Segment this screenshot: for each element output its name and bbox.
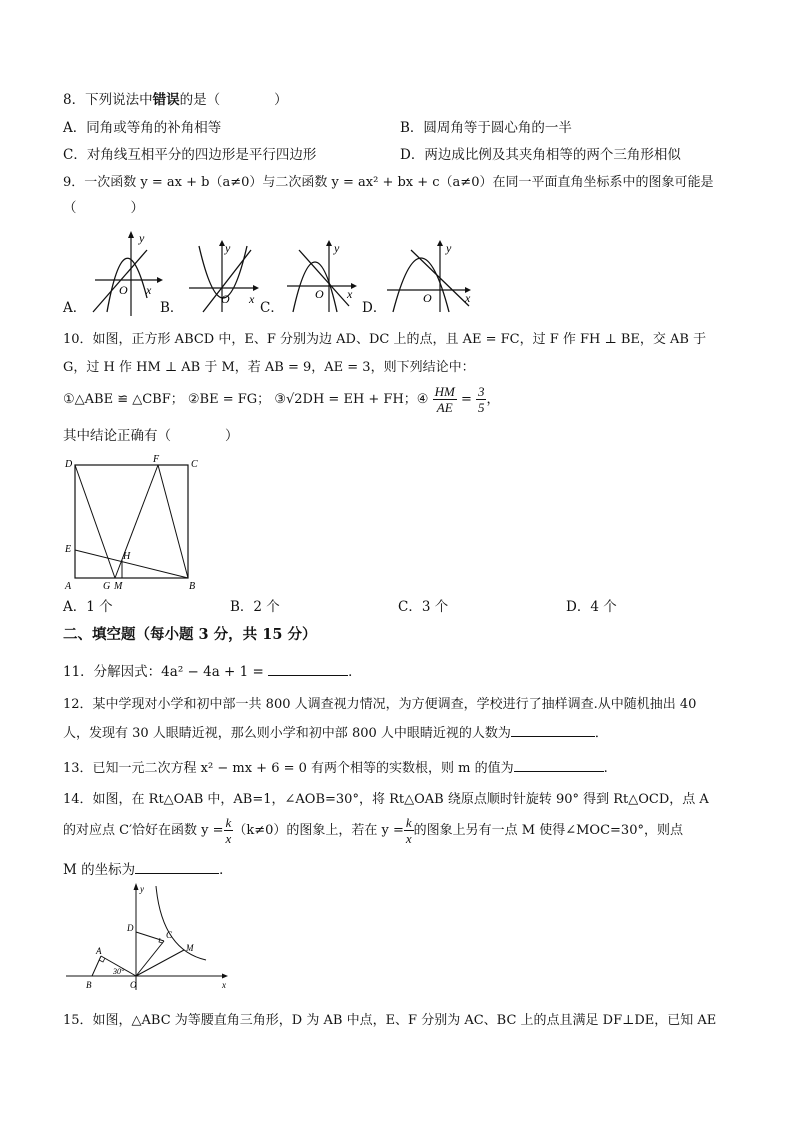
svg-text:A: A xyxy=(65,581,72,592)
svg-text:x: x xyxy=(465,291,471,305)
svg-text:x: x xyxy=(146,283,152,297)
svg-text:O: O xyxy=(119,283,128,297)
svg-text:x: x xyxy=(347,287,353,301)
q12-answer-blank[interactable] xyxy=(511,722,595,737)
q10-stem-line1: 10．如图，正方形 ABCD 中，E、F 分别为边 AD、DC 上的点，且 AE = FC，过 F 作 FH ⊥ BE，交 AB 于 xyxy=(63,332,707,347)
svg-text:B: B xyxy=(189,581,196,592)
section-heading: 二、填空题（每小题 3 分，共 15 分） xyxy=(63,626,317,643)
q10-conclusion-1: ①△ABE ≌ △CBF； xyxy=(63,392,184,407)
q10-conclusion-3: ③√2DH = EH + FH；④ xyxy=(274,392,429,407)
svg-text:H: H xyxy=(123,551,131,562)
q10-conclusion-4-ratio: $\frac{3}{5}$ xyxy=(477,384,485,415)
q14-stem-line2: 的对应点 C′恰好在函数 y = $\frac{k}{x}$ （k≠0）的图象上，若在 y = $\frac{k}{x}$ 的图象上另有一点 M 使得∠MOC=30°，则点 xyxy=(63,815,683,846)
q9-label-a: A． xyxy=(63,300,87,316)
svg-text:x: x xyxy=(222,980,226,990)
q15-stem-line1: 15．如图，△ABC 为等腰直角三角形，D 为 AB 中点，E、F 分别为 AC、BC 上的点且满足 DF⊥DE，已知 AE xyxy=(63,1013,717,1028)
q13-answer-blank[interactable] xyxy=(514,757,604,772)
q9-graph-c xyxy=(285,240,365,315)
q13-stem: 13．已知一元二次方程 x² − mx + 6 = 0 有两个相等的实数根，则 m 的值为 . xyxy=(63,757,608,779)
q14-answer-blank[interactable] xyxy=(135,859,219,874)
svg-text:O: O xyxy=(315,287,324,301)
q11-answer-blank[interactable] xyxy=(268,661,348,676)
q10-conclusions: ①△ABE ≌ △CBF； ②BE = FG； ③√2DH = EH + FH；④ $\frac{HM}{AE}$ = $\frac{3}{5}$ ， xyxy=(63,384,500,415)
svg-text:C: C xyxy=(191,459,198,470)
q9-graph-b xyxy=(185,240,265,315)
svg-text:O: O xyxy=(130,980,137,990)
svg-text:O: O xyxy=(423,291,432,305)
svg-text:E: E xyxy=(65,544,72,555)
q14-coordinate-figure xyxy=(64,880,234,992)
q9-graph-a xyxy=(85,228,165,318)
q14-stem-line1: 14．如图，在 Rt△OAB 中，AB=1，∠AOB=30°，将 Rt△OAB 绕原点顺时针旋转 90° 得到 Rt△OCD，点 A xyxy=(63,792,709,807)
svg-text:M: M xyxy=(186,943,194,953)
svg-text:D: D xyxy=(65,459,73,470)
svg-text:G: G xyxy=(103,581,111,592)
q8-option-d: D．两边成比例及其夹角相等的两个三角形相似 xyxy=(400,147,681,163)
q14-stem-line3: M 的坐标为 ． xyxy=(63,859,233,880)
q11-stem: 11．分解因式：4a² − 4a + 1 = ． xyxy=(63,661,362,682)
q8-stem-emphasis: 错误 xyxy=(152,92,180,108)
q9-graph-d xyxy=(385,240,480,315)
svg-text:C: C xyxy=(166,930,173,940)
q10-stem-line2: G，过 H 作 HM ⊥ AB 于 M，若 AB = 9，AE = 3，则下列结论中： xyxy=(63,360,475,375)
svg-text:y: y xyxy=(139,231,145,245)
svg-text:x: x xyxy=(249,292,255,306)
svg-text:F: F xyxy=(153,454,160,465)
svg-text:y: y xyxy=(334,241,340,255)
svg-text:B: B xyxy=(86,980,92,990)
q9-paren: （ ） xyxy=(63,200,144,216)
q10-conclusion-2: ②BE = FG； xyxy=(187,392,271,407)
svg-text:y: y xyxy=(446,241,452,255)
q9-label-b: B． xyxy=(160,300,184,316)
q8-option-a: A．同角或等角的补角相等 xyxy=(63,120,222,136)
q9-label-d: D． xyxy=(362,300,387,316)
svg-text:D: D xyxy=(127,923,134,933)
svg-text:O: O xyxy=(221,292,230,306)
q8-stem: 8．下列说法中错误的是（ ） xyxy=(63,92,288,108)
q10-option-b: B．2 个 xyxy=(230,599,280,615)
q14-fraction-1: $\frac{k}{x}$ xyxy=(225,815,232,846)
q8-option-b: B．圆周角等于圆心角的一半 xyxy=(400,120,572,136)
q10-conclusion-4-fraction: $\frac{HM}{AE}$ xyxy=(434,384,455,415)
q10-ask: 其中结论正确有（ ） xyxy=(63,428,239,444)
svg-text:M: M xyxy=(114,581,123,592)
q12-stem-line1: 12．某中学现对小学和初中部一共 800 人调查视力情况，为方便调查，学校进行了抽样调查.从中随机抽出 40 xyxy=(63,697,697,712)
q9-stem: 9．一次函数 y = ax + b（a≠0）与二次函数 y = ax² + bx + c（a≠0）在同一平面直角坐标系中的图象可能是 xyxy=(63,175,714,190)
svg-text:y: y xyxy=(140,884,144,894)
q10-square-figure xyxy=(62,456,202,592)
q8-option-c: C．对角线互相平分的四边形是平行四边形 xyxy=(63,147,317,163)
svg-text:y: y xyxy=(225,241,231,255)
q10-option-a: A．1 个 xyxy=(63,599,113,615)
svg-text:30°: 30° xyxy=(113,967,125,976)
q12-stem-line2: 人，发现有 30 人眼睛近视，那么则小学和初中部 800 人中眼睛近视的人数为 ． xyxy=(63,722,608,744)
svg-text:A: A xyxy=(96,946,102,956)
q10-option-d: D．4 个 xyxy=(566,599,617,615)
q14-fraction-2: $\frac{k}{x}$ xyxy=(405,815,412,846)
q9-label-c: C． xyxy=(260,300,284,316)
q10-option-c: C．3 个 xyxy=(398,599,449,615)
